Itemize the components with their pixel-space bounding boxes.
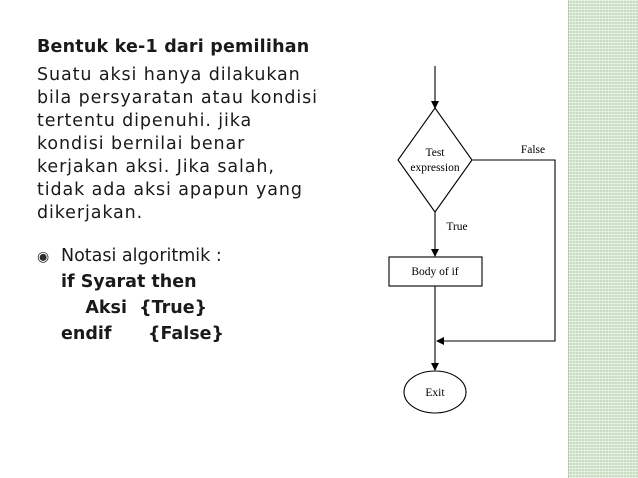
paragraph-line: bila persyaratan atau kondisi <box>37 88 318 108</box>
code-line: if Syarat then <box>61 272 197 292</box>
paragraph-line: dikerjakan. <box>37 203 144 223</box>
exit-label: Exit <box>425 387 445 399</box>
paragraph-line: Suatu aksi hanya dilakukan <box>37 65 301 85</box>
paragraph-line: kondisi bernilai benar <box>37 134 246 154</box>
body-label: Body of if <box>411 266 459 278</box>
paragraph-line: tidak ada aksi apapun yang <box>37 180 303 200</box>
slide-heading: Bentuk ke-1 dari pemilihan <box>37 37 310 57</box>
decision-diamond <box>398 108 472 212</box>
paragraph-line: tertentu dipenuhi. jika <box>37 111 253 131</box>
decision-label-line2: expression <box>410 162 460 174</box>
bullet-text: Notasi algoritmik : <box>61 246 222 266</box>
false-path-arrow <box>437 160 555 341</box>
code-line: endif {False} <box>61 324 224 344</box>
true-label: True <box>446 221 468 233</box>
decision-label-line1: Test <box>425 147 445 159</box>
circle-bullet-icon: ◉ <box>37 249 50 265</box>
paragraph-line: kerjakan aksi. Jika salah, <box>37 157 275 177</box>
code-line: Aksi {True} <box>61 298 208 318</box>
false-label: False <box>520 144 546 156</box>
